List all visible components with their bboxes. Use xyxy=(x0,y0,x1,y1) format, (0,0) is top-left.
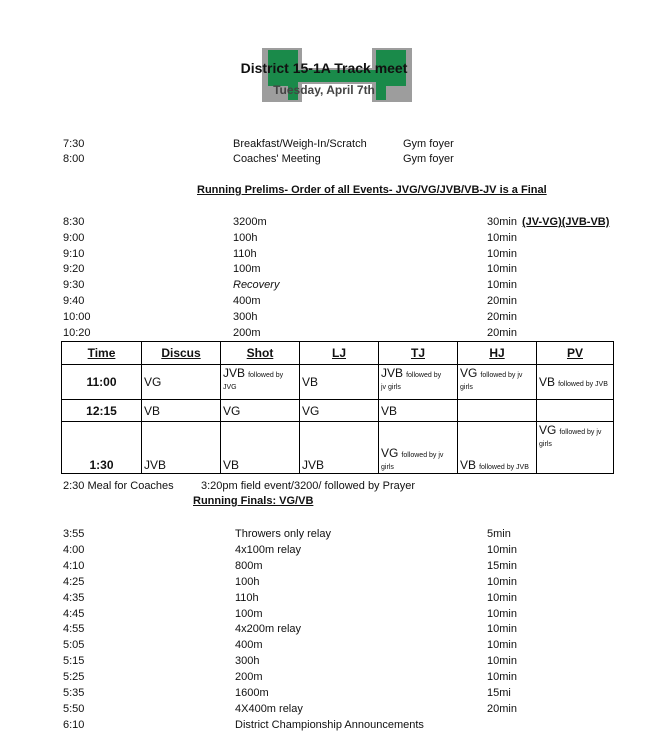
final-duration: 10min xyxy=(487,591,517,604)
prelim-event: 3200m xyxy=(233,216,267,228)
row-time: 12:15 xyxy=(62,400,142,422)
prelim-time: 9:20 xyxy=(63,263,85,276)
final-event: 400m xyxy=(235,639,263,652)
final-event: Throwers only relay xyxy=(235,528,331,540)
final-event: District Championship Announcements xyxy=(235,718,424,731)
prelim-duration: 20min xyxy=(487,295,517,307)
morning-time: 7:30 xyxy=(63,138,85,150)
cell-tj: VB xyxy=(379,400,458,422)
final-time: 4:00 xyxy=(63,543,85,556)
header-tj: TJ xyxy=(379,342,458,365)
prelim-duration: 30min xyxy=(487,216,517,228)
final-duration: 10min xyxy=(487,575,517,588)
cell-hj: VG followed by jv girls xyxy=(458,365,537,400)
cell-shot: VB xyxy=(221,422,300,474)
final-event: 4x200m relay xyxy=(235,623,302,636)
final-duration: 15min xyxy=(487,559,517,572)
final-duration: 10min xyxy=(487,639,517,652)
cell-discus: VG xyxy=(142,365,221,400)
cell-lj: VB xyxy=(300,365,379,400)
final-time: 4:10 xyxy=(63,559,85,572)
final-time: 5:05 xyxy=(63,639,85,652)
prelim-event: 200m xyxy=(233,326,261,339)
header-shot: Shot xyxy=(221,342,300,365)
cell-pv: VB followed by JVB xyxy=(537,365,614,400)
morning-event: Breakfast/Weigh-In/Scratch xyxy=(233,138,367,150)
final-time: 3:55 xyxy=(63,528,85,540)
cell-pv xyxy=(537,400,614,422)
final-event: 200m xyxy=(235,671,263,684)
prelim-event: 300h xyxy=(233,310,258,323)
prelim-event: 100h xyxy=(233,231,258,244)
prelim-event: 100m xyxy=(233,263,261,276)
cell-shot: JVB followed by JVG xyxy=(221,365,300,400)
meal-text: 2:30 Meal for Coaches xyxy=(63,480,174,492)
final-event: 4x100m relay xyxy=(235,543,302,556)
field-events-table xyxy=(61,341,614,474)
final-event: 110h xyxy=(235,591,259,604)
final-time: 5:15 xyxy=(63,655,85,668)
morning-place: Gym foyer xyxy=(403,138,454,150)
row-time: 11:00 xyxy=(62,365,142,400)
field-event-note: 3:20pm field event/3200/ followed by Prayer xyxy=(201,480,416,492)
final-time: 4:55 xyxy=(63,623,85,636)
prelim-duration: 20min xyxy=(487,310,517,323)
final-time: 4:35 xyxy=(63,591,85,604)
cell-discus: JVB xyxy=(142,422,221,474)
prelim-event: 400m xyxy=(233,295,261,307)
prelim-time: 10:20 xyxy=(63,326,91,339)
morning-time: 8:00 xyxy=(63,153,85,165)
prelim-time: 9:10 xyxy=(63,247,85,260)
final-duration: 10min xyxy=(487,671,517,684)
final-duration: 15mi xyxy=(487,687,511,699)
header-hj: HJ xyxy=(458,342,537,365)
header-pv: PV xyxy=(537,342,614,365)
prelim-event: Recovery xyxy=(233,279,280,292)
table-row xyxy=(62,365,614,400)
morning-event: Coaches' Meeting xyxy=(233,153,321,165)
finals-heading: Running Finals: VG/VB xyxy=(193,495,314,507)
cell-discus: VB xyxy=(142,400,221,422)
final-duration: 10min xyxy=(487,543,517,556)
final-duration: 20min xyxy=(487,702,517,715)
table-header-row xyxy=(62,342,614,365)
cell-shot: VG xyxy=(221,400,300,422)
table-row xyxy=(62,422,614,474)
final-event: 100h xyxy=(235,575,260,588)
cell-pv: VG followed by jv girls xyxy=(537,422,614,474)
cell-tj: VG followed by jv girls xyxy=(379,422,458,474)
prelim-time: 9:30 xyxy=(63,279,85,292)
prelim-duration: 10min xyxy=(487,247,517,260)
prelim-time: 9:00 xyxy=(63,231,85,244)
prelim-time: 9:40 xyxy=(63,295,85,307)
header-time: Time xyxy=(62,342,142,365)
prelim-duration: 10min xyxy=(487,279,517,292)
morning-place: Gym foyer xyxy=(403,153,454,165)
final-duration: 10min xyxy=(487,655,517,668)
prelim-time: 10:00 xyxy=(63,310,91,323)
cell-lj: JVB xyxy=(300,422,379,474)
header-lj: LJ xyxy=(300,342,379,365)
final-event: 300h xyxy=(235,655,260,668)
final-event: 800m xyxy=(235,559,263,572)
final-duration: 10min xyxy=(487,623,517,636)
final-event: 100m xyxy=(235,607,263,620)
cell-tj: JVB followed by jv girls xyxy=(379,365,458,400)
cell-hj: VB followed by JVB xyxy=(458,422,537,474)
final-duration: 10min xyxy=(487,607,517,620)
prelim-note: (JV-VG)(JVB-VB) xyxy=(522,216,610,228)
final-duration: 5min xyxy=(487,528,511,540)
cell-hj xyxy=(458,400,537,422)
page-title: District 15-1A Track meet xyxy=(240,60,408,76)
cell-lj: VG xyxy=(300,400,379,422)
row-time: 1:30 xyxy=(62,422,142,474)
header-discus: Discus xyxy=(142,342,221,365)
prelims-heading: Running Prelims- Order of all Events- JVG/VG/JVB/VB-JV is a Final xyxy=(197,184,547,196)
table-row xyxy=(62,400,614,422)
final-event: 1600m xyxy=(235,687,269,699)
prelim-event: 110h xyxy=(233,247,257,260)
final-time: 5:50 xyxy=(63,702,85,715)
final-time: 5:25 xyxy=(63,671,85,684)
page-subtitle: Tuesday, April 7th xyxy=(273,83,375,97)
final-time: 6:10 xyxy=(63,718,85,731)
prelim-time: 8:30 xyxy=(63,216,85,228)
prelim-duration: 10min xyxy=(487,263,517,276)
prelim-duration: 20min xyxy=(487,326,517,339)
final-event: 4X400m relay xyxy=(235,702,303,715)
prelim-duration: 10min xyxy=(487,231,517,244)
final-time: 5:35 xyxy=(63,687,85,699)
final-time: 4:25 xyxy=(63,575,85,588)
final-time: 4:45 xyxy=(63,607,85,620)
